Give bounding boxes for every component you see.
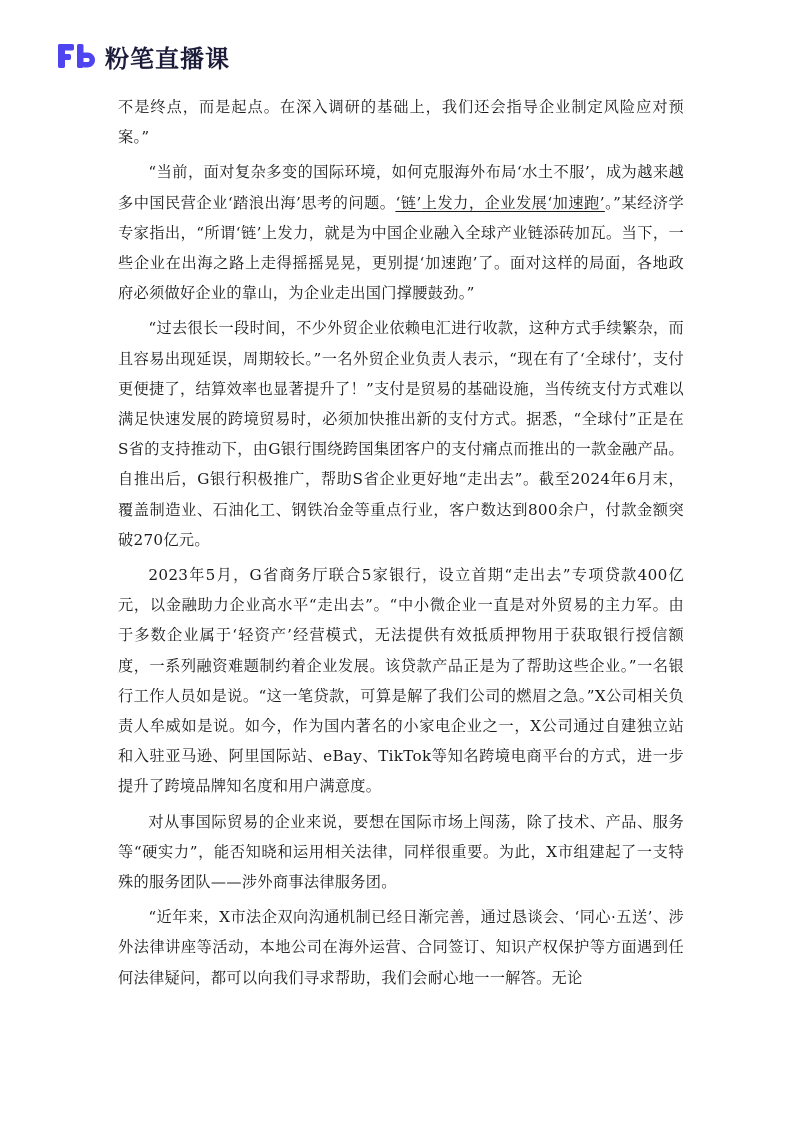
page-header (57, 38, 230, 74)
paragraph-5: 对从事国际贸易的企业来说，要想在国际市场上闯荡，除了技术、产品、服务等“硬实力”，能否知晓和运用相关法律，同样很重要。为此，X市组建起了一支特殊的服务团队——涉外商事法律服务团。 (118, 812, 684, 892)
paragraph-6: “近年来，X市法企双向沟通机制已经日渐完善，通过恳谈会、‘同心·五送’、涉外法律讲座等活动，本地公司在海外运营、合同签订、知识产权保护等方面遇到任何法律疑问，都可以向我们寻求帮助，我们会耐心地一一解答。无论 (118, 908, 684, 987)
paragraph-4: 2023年5月，G省商务厅联合5家银行，设立首期“走出去”专项贷款400亿元，以金融助力企业高水平“走出去”。“中小微企业一直是对外贸易的主力军。由于多数企业属于‘轻资产’经营模式，无法提供有效抵质押物用于获取银行授信额度，一系列融资难题制约着企业发展。该贷款产品正是为了帮助这些企业。”一名银行工作人员如是说。“这一笔贷款，可算是解了我们公司的燃眉之急。”X公司相关负责人牟威如是说。如今，作为国内著名的小家电企业之一，X公司通过自建独立站和入驻亚马逊、阿里国际站、eBay、TikTok等知名跨境电商平台的方式，进一步提升了跨境品牌知名度和用户满意度。 (118, 566, 684, 796)
paragraph-2-after: 。”某经济学专家指出，“所谓‘链’上发力，就是为中国企业融入全球产业链添砖加瓦。当下，一些企业在出海之路上走得摇摇晃晃，更别提‘加速跑’了。面对这样的局面，各地政府必须做好企业的靠山，为企业走出国门撑腰鼓劲。” (118, 193, 685, 303)
paragraph-2-before: “当前，面对复杂多变的国际环境，如何克服海外布局‘水土不服’，成为越来越多中国民营企业‘踏浪出海’思考的问题。 (118, 163, 684, 212)
paragraph-1: 不是终点，而是起点。在深入调研的基础上，我们还会指导企业制定风险应对预案。” (118, 98, 684, 147)
underlined-phrase: ‘链’上发力，企业发展‘加速跑’ (395, 193, 605, 212)
fenbi-logo-icon (57, 41, 97, 71)
article-body (118, 92, 684, 998)
paragraph-3: “过去很长一段时间，不少外贸企业依赖电汇进行收款，这种方式手续繁杂，而且容易出现延误，周期较长。”一名外贸企业负责人表示，“现在有了‘全球付’，支付更便捷了，结算效率也显著提升了！”支付是贸易的基础设施，当传统支付方式难以满足快速发展的跨境贸易时，必须加快推出新的支付方式。据悉，“全球付”正是在S省的支持推动下，由G银行围绕跨国集团客户的支付痛点而推出的一款金融产品。自推出后，G银行积极推广，帮助S省企业更好地“走出去”。截至2024年6月末，覆盖制造业、石油化工、钢铁冶金等重点行业，客户数达到800余户，付款金额突破270亿元。 (118, 319, 684, 549)
paragraph-2 (118, 157, 684, 308)
brand-name: 粉笔直播课 (105, 44, 230, 73)
